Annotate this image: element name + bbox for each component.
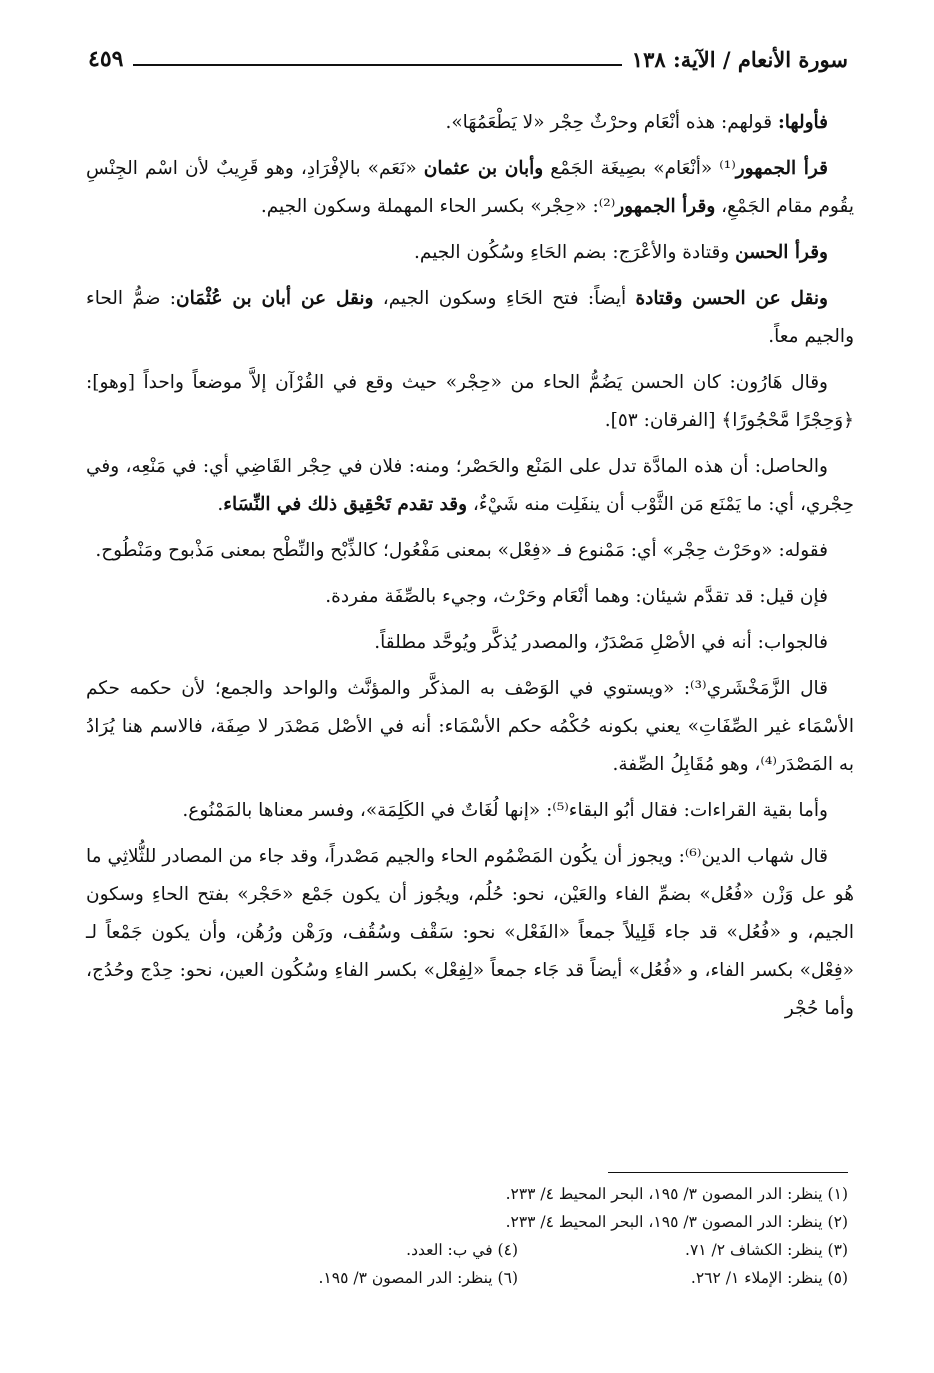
paragraph-text: وقال هَارُون: كان الحسن يَضُمُّ الحاء من «حِجْر» حيث وقع في القُرْآن إلاَّ موضعاً واحداً [وهو]: ﴿وَحِجْرًا مَّحْجُورًا﴾ [الفرقان: ٥٣]. — [86, 372, 854, 431]
paragraph-text: فإن قيل: قد تقدَّم شيئان: وهما أنْعَام وحَرْث، وجيء بالصِّفَة مفردة. — [325, 586, 828, 607]
paragraph-text: أيضاً: فتح الحَاءِ وسكون الجيم، — [373, 288, 636, 309]
footnote-6: (٦) ينظر: الدر المصون ٣/ ١٩٥. — [318, 1269, 518, 1287]
paragraph-1 — [86, 104, 854, 142]
footnotes — [86, 1180, 848, 1292]
paragraph-7 — [86, 532, 854, 570]
bold-lead: ونقل عن الحسن وقتادة — [635, 288, 828, 309]
bold-phrase: وأبان بن عثمان — [423, 158, 544, 179]
paragraph-text: قال الزَّمَخْشَري⁽³⁾: «ويستوي في الوَصْف به المذكَّر والمؤنَّث والواحد والجمع؛ لأن حكمه حكم الأسْمَاء غير الصِّفَاتِ» يعني بكونه حُكْمُه حكم الأسْمَاء: أنه في الأصْل مَصْدَر لا صِفَة، فالاسم هنا يُرَادُ به المَصْدَر⁽⁴⁾، وهو مُقَابِلُ الصِّفة. — [86, 678, 854, 775]
footnote-4: (٤) في ب: العدد. — [406, 1241, 518, 1259]
main-text — [86, 104, 854, 1036]
header-rule — [133, 64, 621, 66]
paragraph-5 — [86, 364, 854, 440]
running-title: سورة الأنعام / الآية: ١٣٨ — [631, 47, 848, 72]
footnote-row — [86, 1236, 848, 1264]
paragraph-text: ⁽¹⁾ «أنْعَام» بصِيغَة الجَمْع — [543, 158, 736, 179]
paragraph-text: . — [217, 494, 224, 515]
bold-phrase: ونقل عن أبان بن عُثْمَان — [175, 288, 374, 309]
footnote-3: (٣) ينظر: الكشاف ٢/ ٧١. — [685, 1241, 848, 1259]
paragraph-11 — [86, 792, 854, 830]
bold-lead: وقرأ الحسن — [735, 242, 828, 263]
paragraph-8 — [86, 578, 854, 616]
bold-phrase: وقد تقدم تَحْقِيق ذلك في النِّسَاء — [223, 494, 468, 515]
paragraph-6 — [86, 448, 854, 524]
paragraph-text: ⁽²⁾: «حِجْر» بكسر الحاء المهملة وسكون الجيم. — [260, 196, 616, 217]
paragraph-9 — [86, 624, 854, 662]
bold-lead: فأولها: — [777, 112, 828, 133]
paragraph-12 — [86, 838, 854, 1028]
paragraph-10 — [86, 670, 854, 784]
paragraph-text: والحاصل: أن هذه المادَّة تدل على المَنْع والحَصْر؛ ومنه: فلان في حِجْر القَاضِي أي: في مَنْعِه، وفي حِجْري، أي: ما يَمْنَع مَن الثَّوْب أن ينفَلِت منه شَيْءٌ، — [86, 456, 854, 515]
paragraph-3 — [86, 234, 854, 272]
paragraph-text: فالجواب: أنه في الأصْلِ مَصْدَرٌ، والمصدر يُذكَّر ويُوحَّد مطلقاً. — [374, 632, 828, 653]
paragraph-text: «نَعَم» بالإفْرَادِ، وهو قَرِيبٌ لأن اسْم الجِنْسِ يقُوم مقام الجَمْعِ، — [86, 158, 854, 217]
footnote-separator — [608, 1172, 848, 1173]
paragraph-text: وقتادة والأعْرَج: بضم الحَاءِ وسُكُون الجيم. — [414, 242, 736, 263]
footnote-row — [86, 1180, 848, 1208]
footnote-2: (٢) ينظر: الدر المصون ٣/ ١٩٥، البحر المحيط ٤/ ٢٣٣. — [505, 1213, 848, 1231]
bold-phrase: وقرأ الجمهور — [615, 196, 716, 217]
paragraph-text: قولهم: هذه أنْعَام وحرْثٌ حِجْر «لا يَطْعَمُهَا». — [445, 112, 778, 133]
footnote-row — [86, 1208, 848, 1236]
paragraph-2 — [86, 150, 854, 226]
footnote-row — [86, 1264, 848, 1292]
page-header — [88, 36, 848, 76]
bold-lead: قرأ الجمهور — [735, 158, 828, 179]
paragraph-text: وأما بقية القراءات: فقال أبُو البقاء⁽⁵⁾: «إنها لُغَاتٌ في الكَلِمَة»، وفسر معناها بالمَمْنُوع. — [182, 800, 828, 821]
paragraph-text: : ضمُّ الحاء والجيم معاً. — [86, 288, 854, 347]
paragraph-text: قال شهاب الدين⁽⁶⁾: ويجوز أن يكُون المَضْمُوم الحاء والجيم مَصْدراً، وقد جاء من المصادر للثُّلاثِي ما هُو عل وَزْن «فُعُل» بضمِّ الفاء والعَيْن، نحو: حُلُم، ويجُوز أن يكون جَمْع «حَجْر» بفتح الحاءِ وسكون الجيم، و «فُعُل» قد جاء قَلِيلاً جمعاً «الفَعْل» نحو: سَقْف وسُقُف، ورَهْن ورُهُن، وأن يكون جَمْعاً لـ «فِعْل» بكسر الفاء، و «فُعُل» أيضاً قد جَاء جمعاً «لِفِعْل» بكسر الفاءِ وسُكُون العين، نحو: حِدْج وحُدُج، وأما حُجْر — [86, 846, 854, 1019]
paragraph-text: فقوله: «وحَرْث حِجْر» أي: مَمْنوع فـ «فِعْل» بمعنى مَفْعُول؛ كالذِّبْح والنِّطْح بمعنى مَذْبوح ومَنْطُوح. — [95, 540, 828, 561]
paragraph-4 — [86, 280, 854, 356]
page-number: ٤٥٩ — [88, 46, 124, 72]
footnote-1: (١) ينظر: الدر المصون ٣/ ١٩٥، البحر المحيط ٤/ ٢٣٣. — [505, 1185, 848, 1203]
footnote-5: (٥) ينظر: الإملاء ١/ ٢٦٢. — [690, 1269, 848, 1287]
